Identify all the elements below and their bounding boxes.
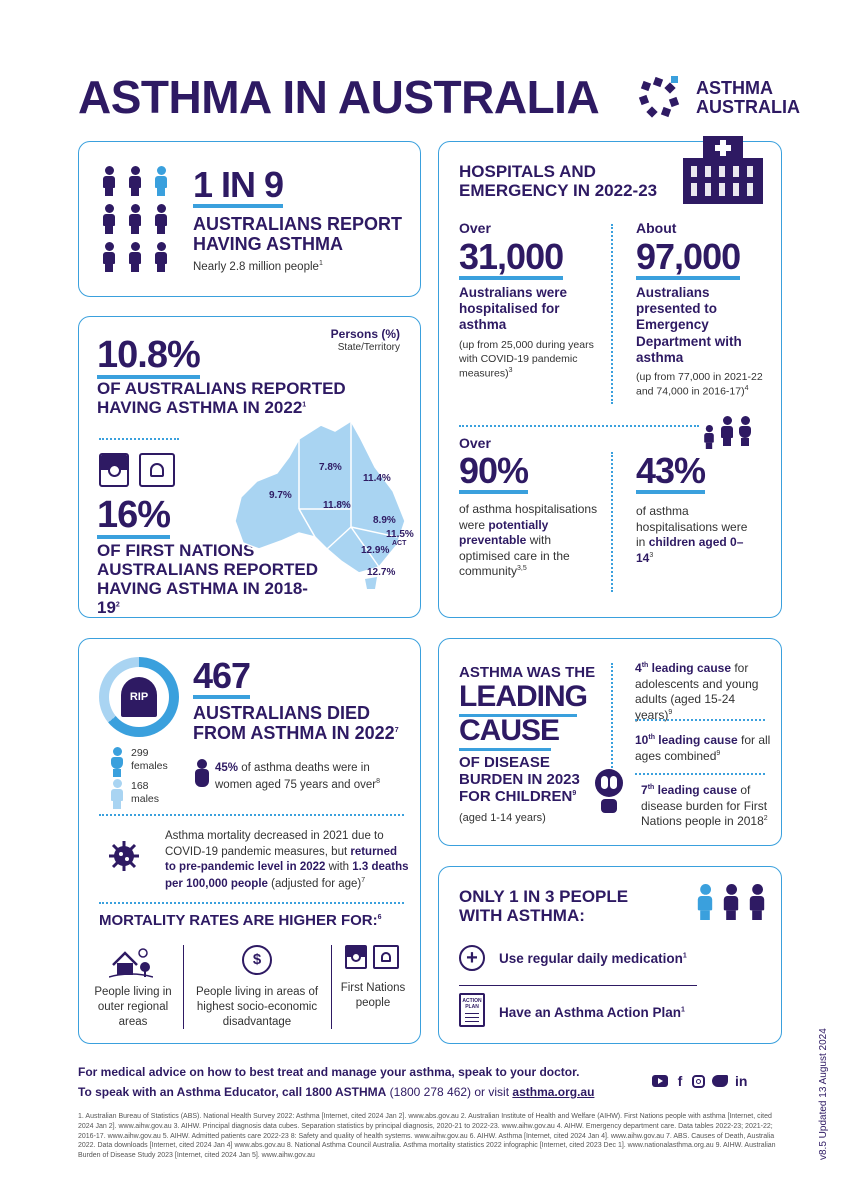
- burden-item-adolescents: 4th leading cause for adolescents and young adults (aged 15-24 years)$^9$: [635, 661, 759, 722]
- group-rural-label: People living in outer regional areas: [94, 986, 172, 1028]
- social-icons: [652, 1073, 752, 1089]
- ed-pre: About: [636, 220, 677, 236]
- group-disadvantage-label: People living in areas of highest socio-economic disadvantage: [195, 986, 319, 1028]
- ed-note: (up from 77,000 in 2021-22 and 74,000 in 2016-17)$^4$: [636, 371, 763, 398]
- one-in-nine-heading: AUSTRALIANS REPORT HAVING ASTHMA: [193, 214, 403, 255]
- burden-line1: ASTHMA WAS THE: [459, 664, 596, 681]
- one-in-three-people-icon: [697, 887, 767, 927]
- rip-label: RIP: [129, 691, 149, 703]
- footer-advice: For medical advice on how to best treat and manage your asthma, speak to your doctor.: [78, 1065, 580, 1079]
- dollar-down-icon: $: [242, 945, 272, 975]
- one-in-nine-stat: 1 IN 9: [193, 166, 283, 208]
- map-label-qld: 11.4%: [363, 473, 391, 484]
- instagram-icon[interactable]: [692, 1075, 705, 1088]
- footer-contact: To speak with an Asthma Educator, call 1800 ASTHMA (1800 278 462) or visit asthma.org.au: [78, 1085, 595, 1099]
- burden-item-all-ages: 10th leading cause for all ages combined$^9$: [635, 733, 771, 763]
- action-plan-icon: ACTION PLAN: [459, 993, 485, 1027]
- national-asthma-heading: OF AUSTRALIANS REPORTED HAVING ASTHMA IN 2022$^1$: [97, 379, 346, 418]
- facebook-icon[interactable]: f: [677, 1073, 683, 1089]
- covid-text: Asthma mortality decreased in 2021 due to COVID-19 pandemic measures, but returned to pre-pandemic level in 2022 with 1.3 deaths per 100,000 people (adjusted for age)$^7$: [165, 830, 409, 890]
- one-in-three-heading: ONLY 1 IN 3 PEOPLE WITH ASTHMA:: [459, 887, 629, 926]
- group-first-nations-label: First Nations people: [340, 982, 406, 1009]
- youtube-icon[interactable]: [652, 1075, 668, 1087]
- preventable-pre: Over: [459, 435, 491, 451]
- children-icon: [701, 412, 757, 446]
- action-plan-text: Have an Asthma Action Plan$^1$: [499, 1005, 685, 1020]
- burden-cause: CAUSE: [459, 714, 560, 747]
- first-nations-heading: OF FIRST NATIONS AUSTRALIANS REPORTED HAVING ASTHMA IN $2018-19^2$: [97, 541, 319, 618]
- hospital-building-icon: [683, 136, 763, 204]
- legend-sub: State/Territory: [337, 342, 400, 353]
- burden-heading: OF DISEASE BURDEN IN 2023 FOR CHILDREN$^9$: [459, 754, 580, 805]
- preventable-stat: 90%: [459, 452, 528, 494]
- version-label: v8.5 Updated 13 August 2024: [818, 1028, 829, 1160]
- female-icon: [111, 747, 123, 777]
- ed-desc: Australians presented to Emergency Department with asthma: [636, 285, 742, 365]
- burden-card: [438, 638, 782, 846]
- map-label-wa: 9.7%: [269, 490, 292, 501]
- deaths-stat: 467: [193, 657, 250, 699]
- linkedin-icon[interactable]: in: [735, 1073, 748, 1089]
- first-nations-stat: 16%: [97, 495, 170, 539]
- one-in-three-card: [438, 866, 782, 1044]
- map-label-act-name: ACT: [392, 540, 407, 547]
- females-count: 299: [131, 747, 149, 759]
- logo-mark-icon: [638, 76, 680, 118]
- females-label: females: [131, 760, 168, 772]
- logo-line2: AUSTRALIA: [696, 97, 800, 117]
- first-nations-flag-icon: [99, 453, 129, 487]
- first-nations-flag-icon-small: [345, 945, 367, 969]
- map-label-nt: 7.8%: [319, 462, 342, 473]
- male-icon: [111, 779, 123, 809]
- ed-stat: 97,000: [636, 238, 740, 280]
- national-asthma-stat: 10.8%: [97, 335, 200, 379]
- map-label-nsw: 8.9%: [373, 515, 396, 526]
- states-card: [78, 316, 421, 618]
- hospitals-card: [438, 141, 782, 618]
- rip-donut: [99, 657, 179, 737]
- torres-strait-flag-icon: [139, 453, 175, 487]
- daily-medication-text: Use regular daily medication$^1$: [499, 951, 687, 966]
- logo-line1: ASTHMA: [696, 78, 773, 98]
- children-stat: 43%: [636, 452, 705, 494]
- deaths-card: [78, 638, 421, 1044]
- australia-map: [229, 417, 419, 592]
- twitter-icon[interactable]: [712, 1075, 728, 1087]
- admissions-stat: 31,000: [459, 238, 563, 280]
- torres-strait-flag-icon-small: [373, 945, 399, 969]
- heavy-lungs-icon: [591, 769, 627, 813]
- males-label: males: [131, 793, 160, 805]
- legend-title: Persons (%): [330, 327, 400, 341]
- one-in-nine-card: [78, 141, 421, 297]
- map-label-vic: 12.9%: [361, 545, 390, 556]
- older-woman-icon: [193, 759, 213, 793]
- women-deaths-text: 45% of asthma deaths were in women aged 75 years and over$^8$: [215, 762, 381, 791]
- burden-sub: (aged 1-14 years): [459, 812, 546, 824]
- rural-house-icon: [109, 945, 153, 979]
- admissions-desc: Australians were hospitalised for asthma: [459, 285, 568, 333]
- burden-leading: LEADING: [459, 680, 587, 713]
- plus-circle-icon: +: [459, 945, 485, 971]
- males-count: 168: [131, 780, 149, 792]
- people-grid-icon: [99, 166, 171, 276]
- burden-item-first-nations: 7th leading cause of disease burden for First Nations people in 2018$^2$: [641, 783, 768, 829]
- asthma-australia-logo: [638, 76, 800, 120]
- asthma-website-link[interactable]: asthma.org.au: [512, 1085, 595, 1099]
- admissions-note: (up from 25,000 during years with COVID-19 pandemic measures)$^3$: [459, 339, 594, 380]
- map-label-act: 11.5%: [386, 529, 414, 540]
- admissions-pre: Over: [459, 220, 491, 236]
- footer-references: 1. Australian Bureau of Statistics (ABS). National Health Survey 2022: Asthma [Internet, cited 2024 Jan 2]. www.abs.gov.au 2. Australian Institute of Health and Welfare (AIHW). First Nations people with asthma [Internet, cited 2024 Jan 2]. www.aihw.gov.au 3. AIHW. Principal diagnosis data cubes. Separation statistics by principal diagnosis, 2020-21 to 2022-23. www.aihw.gov.au 4. AIHW. Emergency department care. Data tables 2022-23; 2021-22; 2016-17. www.aihw.gov.au 5. AIHW. Admitted patients care 2022-23 8: Safety and quality of health systems. www.aihw.gov.au 6. AIHW. Asthma [Internet, cited 2024 Jan 4]. www.aihw.gov.au 7. ABS. Causes of Death, Australia 2022. Data downloads [Internet, cited 2024 Jan 4] www.abs.gov.au 8. National Asthma Council Australia. Asthma mortality statistics 2022 infographic [Internet, cited 2023 Dec 1]. www.nationalasthma.org.au 9. AIHW. Australian Burden of Disease Study 2023 [Internet, cited 2024 Jan 5]. www.aihw.gov.au: [78, 1113, 776, 1160]
- hospitals-heading: HOSPITALS AND EMERGENCY IN 2022-23: [459, 162, 658, 201]
- one-in-nine-sub: Nearly 2.8 million people$^1$: [193, 260, 323, 273]
- page-title: ASTHMA IN AUSTRALIA: [78, 71, 600, 123]
- deaths-heading: AUSTRALIANS DIED FROM ASTHMA IN 2022$^7$: [193, 703, 399, 744]
- map-label-tas: 12.7%: [367, 567, 396, 578]
- children-text: of asthma hospitalisations were in children aged $0-14^3$: [636, 504, 748, 565]
- mortality-rates-heading: MORTALITY RATES ARE HIGHER FOR:$^6$: [99, 912, 382, 929]
- map-label-sa: 11.8%: [323, 500, 351, 511]
- preventable-text: of asthma hospitalisations were potentially preventable with optimised care in the community$^{3,5}$: [459, 502, 598, 579]
- virus-icon: [107, 839, 141, 873]
